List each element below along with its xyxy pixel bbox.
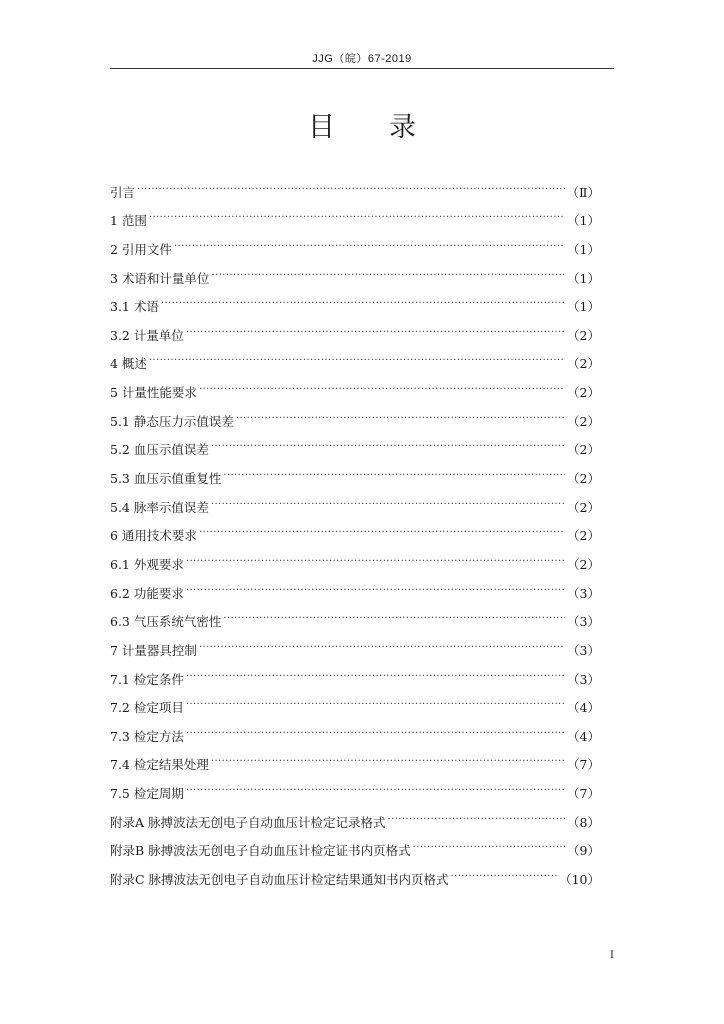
toc-entry-label: 3.2 计量单位 (110, 327, 184, 343)
toc-entry-label: 1 范围 (110, 213, 147, 229)
toc-entry-label: 附录A 脉搏波法无创电子自动血压计检定记录格式 (110, 814, 386, 830)
toc-leader-dots (236, 397, 565, 426)
toc-entry-page: （3） (567, 614, 600, 630)
toc-entry-label: 6.3 气压系统气密性 (110, 614, 222, 630)
toc-entry-page: （1） (567, 213, 600, 229)
toc-entry-page: （2） (567, 499, 600, 515)
toc-entry[interactable] (110, 340, 600, 372)
toc-leader-dots (186, 769, 565, 798)
toc-entry-page: （7） (567, 757, 600, 773)
toc-entry-page: （7） (567, 786, 600, 802)
toc-entry-label: 6.1 外观要求 (110, 556, 184, 572)
toc-leader-dots (413, 827, 565, 856)
toc-leader-dots (137, 168, 564, 197)
toc-entry-label: 附录B 脉搏波法无创电子自动血压计检定证书内页格式 (110, 843, 411, 859)
toc-entry[interactable] (110, 225, 600, 257)
toc-entry-page: （1） (567, 241, 600, 257)
toc-leader-dots (186, 684, 565, 713)
toc-entry-label: 5 计量性能要求 (110, 385, 197, 401)
page-number: I (610, 950, 614, 961)
toc-entry-page: （2） (567, 556, 600, 572)
toc-entry-label: 7.4 检定结果处理 (110, 757, 209, 773)
toc-entry-label: 引言 (110, 184, 136, 200)
toc-entry-label: 3 术语和计量单位 (110, 270, 210, 286)
toc-entry-label: 6 通用技术要求 (110, 528, 197, 544)
toc-entry-label: 5.3 血压示值重复性 (110, 471, 222, 487)
toc-entry-page: （3） (567, 671, 600, 687)
toc-entry[interactable] (110, 254, 600, 286)
toc-leader-dots (186, 311, 565, 340)
toc-entry-page: （2） (567, 442, 600, 458)
toc-leader-dots (388, 798, 566, 827)
page-header: JJG（皖）67-2019 (110, 50, 614, 69)
toc-entry-page: （4） (567, 700, 600, 716)
toc-leader-dots (186, 712, 565, 741)
toc-entry-page: （8） (567, 814, 600, 830)
toc-entry-page: （1） (567, 270, 600, 286)
toc-entry[interactable] (110, 283, 600, 315)
page-title: 目录 (308, 112, 470, 143)
toc-entry[interactable] (110, 168, 600, 200)
toc-entry-label: 7.5 检定周期 (110, 786, 184, 802)
toc-entry-page: （1） (567, 299, 600, 315)
toc-leader-dots (211, 426, 565, 455)
toc-leader-dots (149, 340, 565, 369)
toc-leader-dots (174, 225, 565, 254)
toc-entry-label: 5.4 脉率示值误差 (110, 499, 209, 515)
toc-entry-page: （2） (567, 356, 600, 372)
toc-entry-label: 7.1 检定条件 (110, 671, 184, 687)
toc-entry-label: 4 概述 (110, 356, 147, 372)
toc-leader-dots (199, 368, 565, 397)
toc-entry-page: （Ⅱ） (566, 184, 600, 200)
toc-leader-dots (199, 512, 565, 541)
toc-leader-dots (211, 483, 565, 512)
toc-entry-label: 6.2 功能要求 (110, 585, 184, 601)
toc-leader-dots (211, 741, 565, 770)
toc-entry-page: （2） (567, 385, 600, 401)
toc-leader-dots (211, 254, 565, 283)
toc-entry[interactable] (110, 311, 600, 343)
toc-entry-page: （2） (567, 528, 600, 544)
toc-entry-page: （2） (567, 413, 600, 429)
toc-leader-dots (186, 540, 565, 569)
toc-leader-dots (186, 655, 565, 684)
toc-entry-label: 7.2 检定项目 (110, 700, 184, 716)
toc-leader-dots (149, 197, 565, 226)
toc-entry-label: 5.1 静态压力示值误差 (110, 413, 234, 429)
toc-entry-label: 7.3 检定方法 (110, 728, 184, 744)
toc-leader-dots (186, 569, 565, 598)
toc-entry[interactable] (110, 197, 600, 229)
toc-entry-page: （3） (567, 585, 600, 601)
toc-leader-dots (451, 855, 558, 884)
toc-leader-dots (161, 283, 565, 312)
toc-leader-dots (223, 454, 565, 483)
toc-leader-dots (199, 626, 565, 655)
toc-leader-dots (223, 598, 565, 627)
toc-entry-page: （4） (567, 728, 600, 744)
toc-entry-label: 3.1 术语 (110, 299, 159, 315)
toc-entry-page: （9） (567, 843, 600, 859)
toc-entry-page: （2） (567, 471, 600, 487)
toc-entry-label: 2 引用文件 (110, 241, 172, 257)
toc-entry-page: （3） (567, 642, 600, 658)
toc-entry-label: 5.2 血压示值误差 (110, 442, 209, 458)
toc-entry[interactable] (110, 368, 600, 401)
toc-entry-page: （2） (567, 327, 600, 343)
table-of-contents (110, 168, 600, 888)
toc-entry-label: 7 计量器具控制 (110, 642, 197, 658)
toc-entry-page: （10） (559, 872, 600, 888)
toc-entry-label: 附录C 脉搏波法无创电子自动血压计检定结果通知书内页格式 (110, 872, 449, 888)
